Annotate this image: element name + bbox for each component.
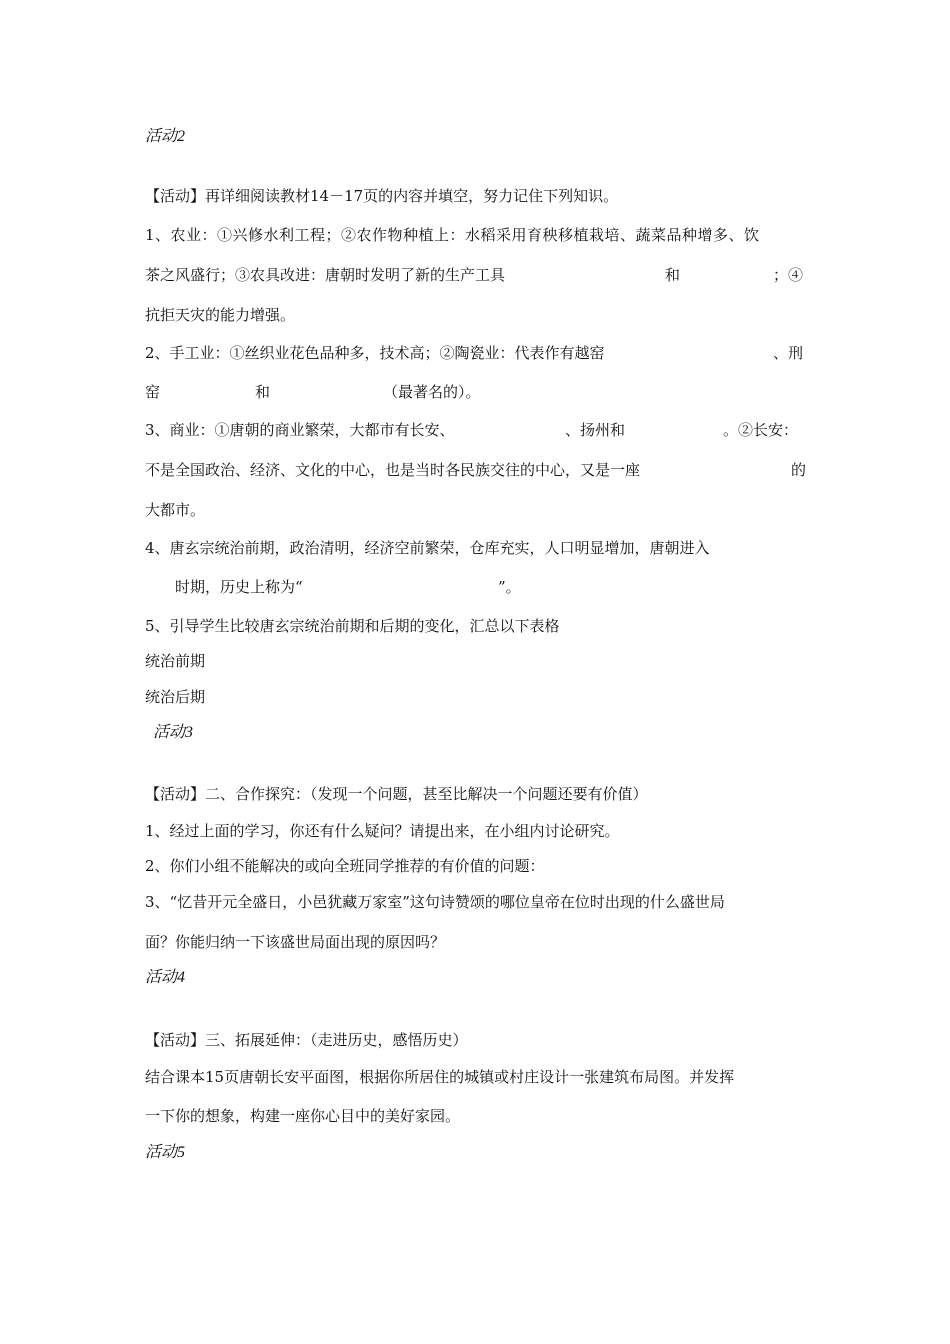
item1-line2-text: 茶之风盛行；③农具改进：唐朝时发明了新的生产工具 — [145, 266, 506, 284]
table-row-early: 统治前期 — [145, 652, 206, 670]
item3-line1-text: 3、商业：①唐朝的商业繁荣，大都市有长安、 — [145, 421, 455, 439]
item1-line1: 1、农业：①兴修水利工程；②农作物种植上：水稻采用育秧移植栽培、蔬菜品种增多、饮 — [145, 226, 760, 244]
question-3-line2: 面？你能归纳一下该盛世局面出现的原因吗？ — [145, 933, 446, 951]
item1-line3: 抗拒天灾的能力增强。 — [145, 306, 296, 324]
item1-line2-end: ；④ — [773, 266, 804, 284]
activity-label-2: 活动2 — [145, 128, 186, 145]
item2-line2-kiln: 窑 — [145, 383, 161, 401]
section3-heading: 【活动】二、合作探究：（发现一个问题，甚至比解决一个问题还要有价值） — [145, 785, 648, 803]
item3-line1-end: 。②长安： — [723, 421, 799, 439]
question-3-line1: 3、“忆昔开元全盛日，小邑犹藏万家室”这句诗赞颂的哪位皇帝在位时出现的什么盛世局 — [145, 893, 725, 911]
item3-line3: 大都市。 — [145, 501, 206, 519]
section2-heading: 【活动】再详细阅读教材14－17页的内容并填空，努力记住下列知识。 — [145, 187, 619, 205]
activity-label-4: 活动4 — [145, 969, 186, 986]
item2-line2-and: 和 — [255, 383, 271, 401]
item4-line2-text: 时期，历史上称为“ — [175, 578, 303, 596]
question-1: 1、经过上面的学习，你还有什么疑问？请提出来，在小组内讨论研究。 — [145, 822, 620, 840]
extension-line1: 结合课本15页唐朝长安平面图，根据你所居住的城镇或村庄设计一张建筑布局图。并发挥 — [145, 1068, 735, 1086]
item3-line1 — [145, 420, 808, 440]
item3-line2 — [145, 460, 808, 480]
item1-line2-and: 和 — [665, 266, 681, 284]
item3-line2-text: 不是全国政治、经济、文化的中心，也是当时各民族交往的中心，又是一座 — [145, 461, 641, 479]
item3-line2-end: 的 — [791, 461, 807, 479]
item2-line2 — [145, 382, 808, 402]
item3-line1-mid: 、扬州和 — [565, 421, 626, 439]
item5: 5、引导学生比较唐玄宗统治前期和后期的变化，汇总以下表格 — [145, 617, 560, 635]
activity-label-3: 活动3 — [153, 724, 194, 741]
question-2: 2、你们小组不能解决的或向全班同学推荐的有价值的问题： — [145, 857, 545, 875]
item4-line2-end: ”。 — [498, 578, 521, 596]
table-row-late: 统治后期 — [145, 688, 206, 706]
section4-heading: 【活动】三、拓展延伸：（走进历史，感悟历史） — [145, 1031, 468, 1049]
item2-line1-text: 2、手工业：①丝织业花色品种多，技术高；②陶瓷业：代表作有越窑 — [145, 344, 605, 362]
extension-line2: 一下你的想象，构建一座你心目中的美好家园。 — [145, 1107, 461, 1125]
item2-line2-famous: （最著名的）。 — [383, 383, 481, 401]
item2-line1-end: 、刑 — [773, 344, 804, 362]
item2-line1 — [145, 343, 808, 363]
activity-label-5: 活动5 — [145, 1144, 186, 1161]
item1-line2 — [145, 265, 808, 285]
item4-line1: 4、唐玄宗统治前期，政治清明，经济空前繁荣，仓库充实，人口明显增加，唐朝进入 — [145, 539, 710, 557]
